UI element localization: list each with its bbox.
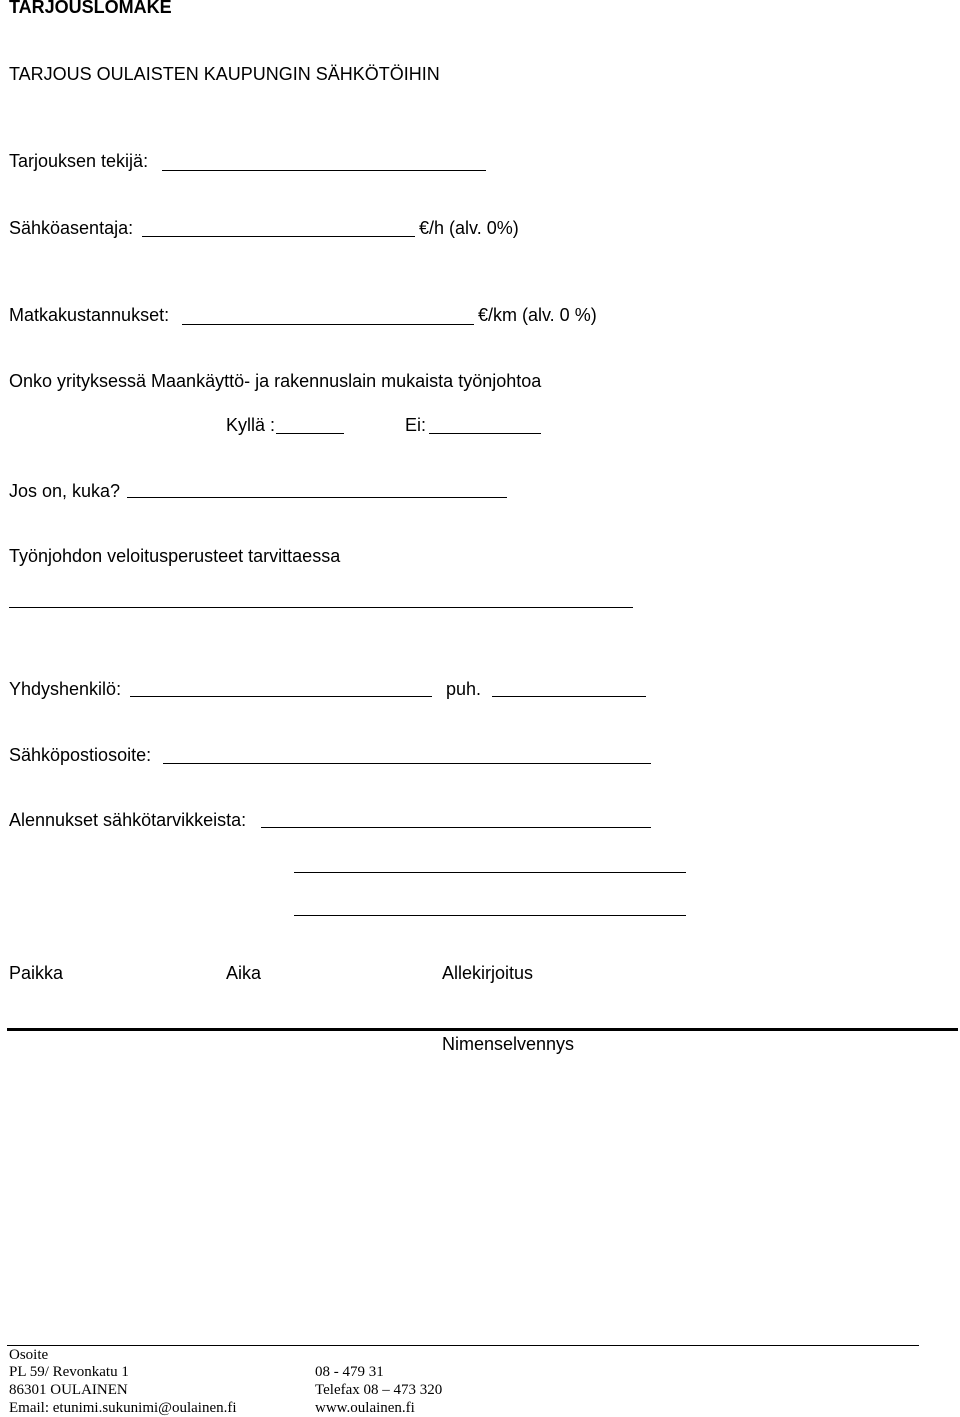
contact-label: Yhdyshenkilö: bbox=[9, 679, 122, 699]
electrician-rate-field[interactable] bbox=[142, 236, 415, 237]
form-subtitle: TARJOUS OULAISTEN KAUPUNGIN SÄHKÖTÖIHIN bbox=[9, 64, 440, 84]
travel-label: Matkakustannukset: bbox=[9, 305, 170, 325]
footer-fax: Telefax 08 – 473 320 bbox=[315, 1382, 443, 1398]
offerer-field[interactable] bbox=[162, 170, 486, 171]
billing-label: Työnjohdon veloitusperusteet tarvittaessa bbox=[9, 546, 341, 566]
billing-field[interactable] bbox=[9, 607, 633, 608]
travel-cost-field[interactable] bbox=[182, 324, 474, 325]
phone-label: puh. bbox=[446, 679, 482, 699]
email-label: Sähköpostiosoite: bbox=[9, 745, 152, 765]
signature-line[interactable] bbox=[7, 1028, 958, 1031]
time-label: Aika bbox=[226, 963, 262, 983]
supervision-question: Onko yrityksessä Maankäyttö- ja rakennuslain mukaista työnjohtoa bbox=[9, 371, 542, 391]
discount-field-2[interactable] bbox=[294, 872, 686, 873]
footer-email: Email: etunimi.sukunimi@oulainen.fi bbox=[9, 1400, 237, 1416]
name-clarification-label: Nimenselvennys bbox=[442, 1034, 575, 1054]
phone-field[interactable] bbox=[492, 696, 646, 697]
contact-field[interactable] bbox=[130, 696, 432, 697]
place-label: Paikka bbox=[9, 963, 64, 983]
electrician-unit: €/h (alv. 0%) bbox=[419, 218, 519, 238]
email-field[interactable] bbox=[163, 763, 651, 764]
who-label: Jos on, kuka? bbox=[9, 481, 121, 501]
address-heading: Osoite bbox=[9, 1347, 49, 1363]
footer-postal: 86301 OULAINEN bbox=[9, 1382, 128, 1398]
footer-website: www.oulainen.fi bbox=[315, 1400, 415, 1416]
footer-phone: 08 - 479 31 bbox=[315, 1364, 384, 1380]
footer-street: PL 59/ Revonkatu 1 bbox=[9, 1364, 129, 1380]
footer-divider bbox=[7, 1345, 919, 1346]
offerer-label: Tarjouksen tekijä: bbox=[9, 151, 149, 171]
discount-field-1[interactable] bbox=[261, 827, 651, 828]
form-title: TARJOUSLOMAKE bbox=[9, 0, 172, 17]
no-field[interactable] bbox=[429, 433, 541, 434]
no-label: Ei: bbox=[405, 415, 427, 435]
discount-field-3[interactable] bbox=[294, 915, 686, 916]
electrician-label: Sähköasentaja: bbox=[9, 218, 134, 238]
yes-field[interactable] bbox=[276, 433, 344, 434]
travel-unit: €/km (alv. 0 %) bbox=[478, 305, 597, 325]
signature-label: Allekirjoitus bbox=[442, 963, 534, 983]
yes-label: Kyllä : bbox=[226, 415, 276, 435]
discount-label: Alennukset sähkötarvikkeista: bbox=[9, 810, 247, 830]
who-field[interactable] bbox=[127, 497, 507, 498]
